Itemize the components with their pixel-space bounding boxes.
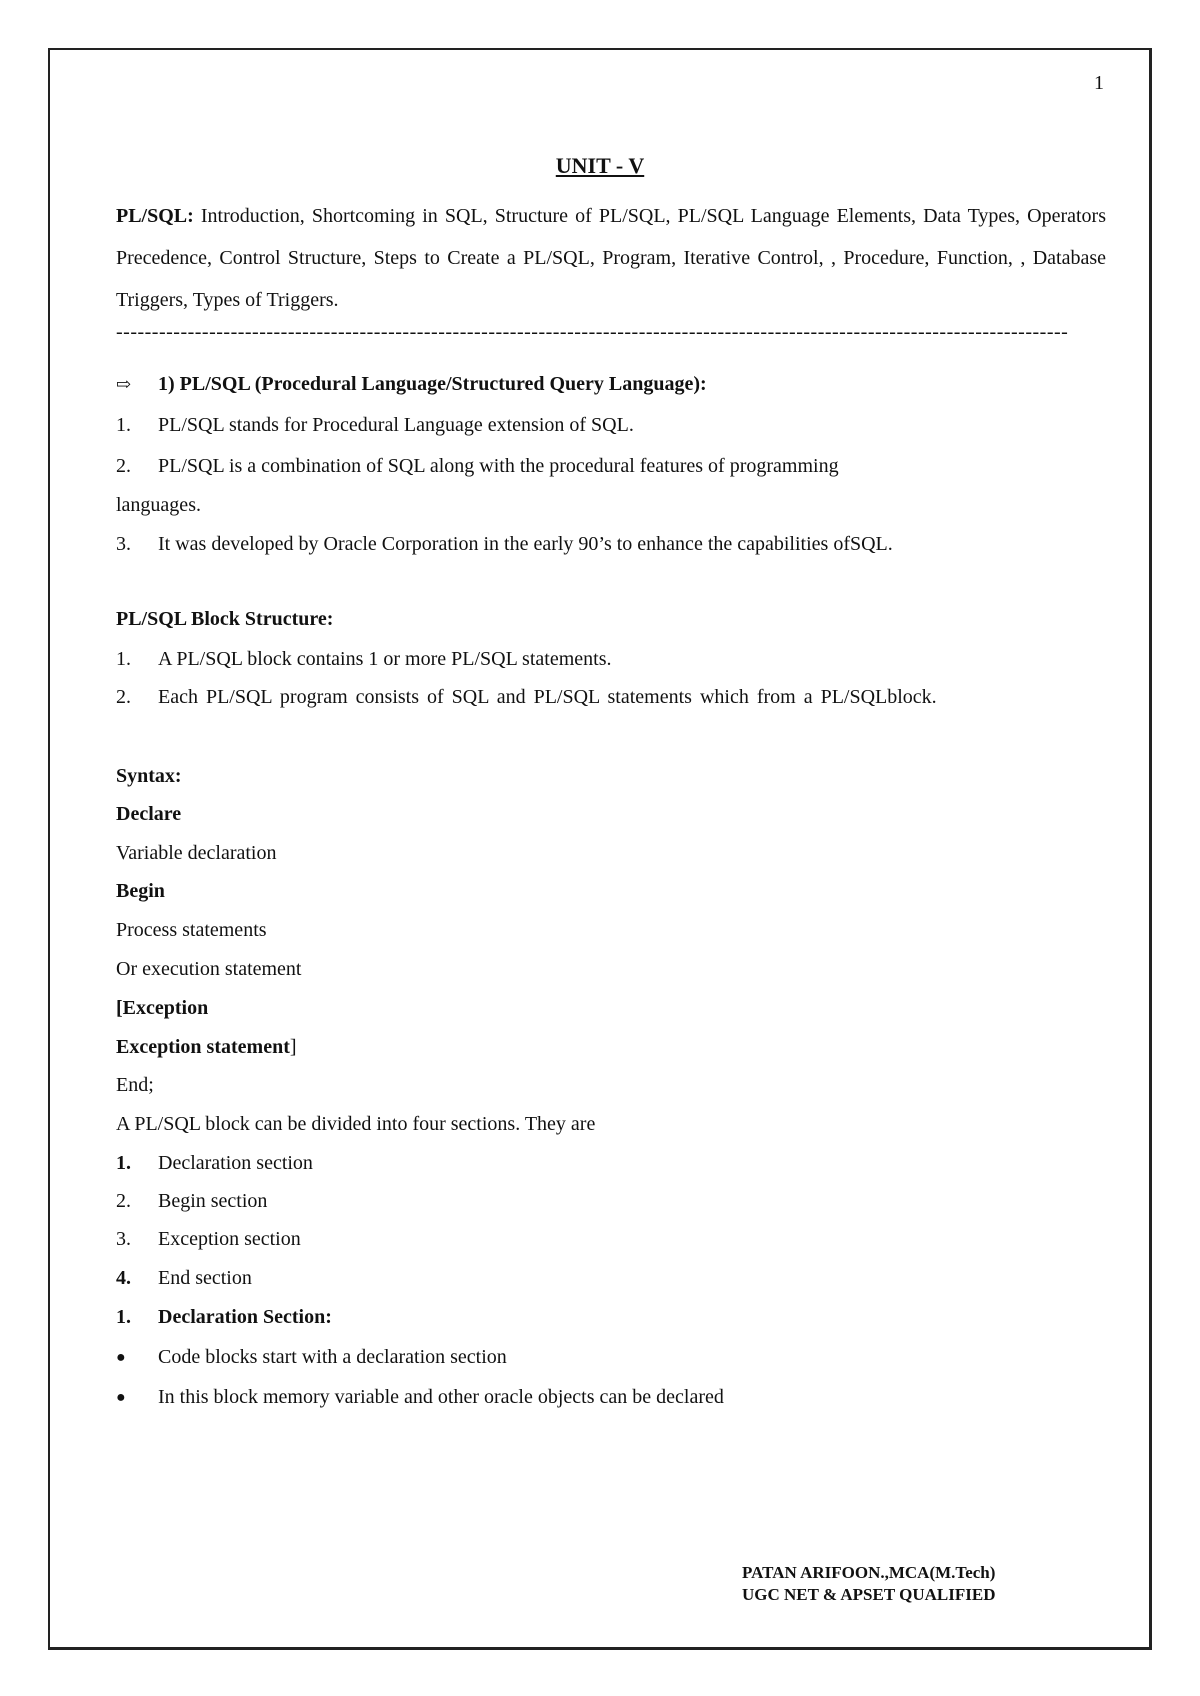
section1-heading: 1) PL/SQL (Procedural Language/Structured Query Language): [158,373,707,395]
sections-intro: A PL/SQL block can be divided into four sections. They are [116,1113,596,1135]
syntax-exception: [Exception [116,997,209,1019]
list-item [116,686,937,709]
bullet-text: Code blocks start with a declaration section [158,1346,507,1368]
list-number: 2. [116,455,131,477]
list-text: Exception section [158,1228,301,1250]
syntax-heading: Syntax: [116,765,182,787]
syntax-begin: Begin [116,880,165,902]
declaration-section-heading: Declaration Section: [158,1306,332,1328]
syntax-exception-row [116,1036,297,1059]
list-text: A PL/SQL block contains 1 or more PL/SQL statements. [158,648,612,670]
section1-heading-row [116,373,707,396]
syntax-exception-statement: Exception statement [116,1036,290,1058]
syntax-variable-declaration: Variable declaration [116,842,277,864]
syllabus-paragraph [116,195,1106,321]
list-text: PL/SQL is a combination of SQL along with the procedural features of programming [158,455,839,477]
list-item [116,414,634,437]
declaration-section-heading-row [116,1306,332,1329]
list-item [116,1267,252,1290]
bullet-item [116,1346,507,1369]
list-number: 1. [116,414,131,436]
list-number: 1. [116,1306,131,1328]
syntax-declare: Declare [116,803,182,825]
block-structure-heading: PL/SQL Block Structure: [116,608,334,630]
list-text: End section [158,1267,252,1289]
syllabus-text: Introduction, Shortcoming in SQL, Structure of PL/SQL, PL/SQL Language Elements, Data Types, Operators Precedence, Control Structure, Steps to Create a PL/SQL, Program, Iterative Control, , Procedure, Function, , Database Triggers, Types of Triggers. [116,205,1106,311]
list-text: It was developed by Oracle Corporation in the early 90’s to enhance the capabilities ofSQL. [158,533,893,555]
list-item [116,1228,301,1251]
list-text: PL/SQL stands for Procedural Language extension of SQL. [158,414,634,436]
list-item [116,648,611,671]
syntax-or-execution: Or execution statement [116,958,302,980]
unit-title: UNIT - V [555,153,645,178]
list-number: 3. [116,533,131,555]
author-block [742,1562,995,1606]
list-number: 1. [116,1152,131,1174]
list-number: 2. [116,686,131,708]
bullet-icon: ● [116,1349,126,1366]
list-text: Each PL/SQL program consists of SQL and PL/SQL statements which from a PL/SQLblock. [158,686,937,708]
list-number: 4. [116,1267,131,1289]
list-text: Begin section [158,1190,268,1212]
syntax-process-statements: Process statements [116,919,267,941]
list-number: 1. [116,648,131,670]
list-item [116,1190,267,1213]
list-number: 3. [116,1228,131,1250]
bullet-text: In this block memory variable and other oracle objects can be declared [158,1386,724,1408]
author-name: PATAN ARIFOON.,MCA(M.Tech) [742,1563,996,1582]
author-qualification: UGC NET & APSET QUALIFIED [742,1585,996,1604]
list-item [116,445,1038,487]
separator-line: ------------------------------------------------------------------------------------------------------------------------------------- [116,321,1069,343]
syllabus-label: PL/SQL: [116,205,194,227]
bullet-icon: ● [116,1389,126,1406]
syntax-exception-close: ] [289,1036,297,1058]
list-item [116,1152,313,1175]
arrow-right-icon: ⇨ [116,374,132,394]
list-text: Declaration section [158,1152,313,1174]
list-number: 2. [116,1190,131,1212]
syntax-end: End; [116,1074,154,1096]
page-number: 1 [1094,72,1104,94]
list-item [116,533,893,556]
bullet-item [116,1386,724,1409]
list-item-continuation: languages. [116,494,201,516]
